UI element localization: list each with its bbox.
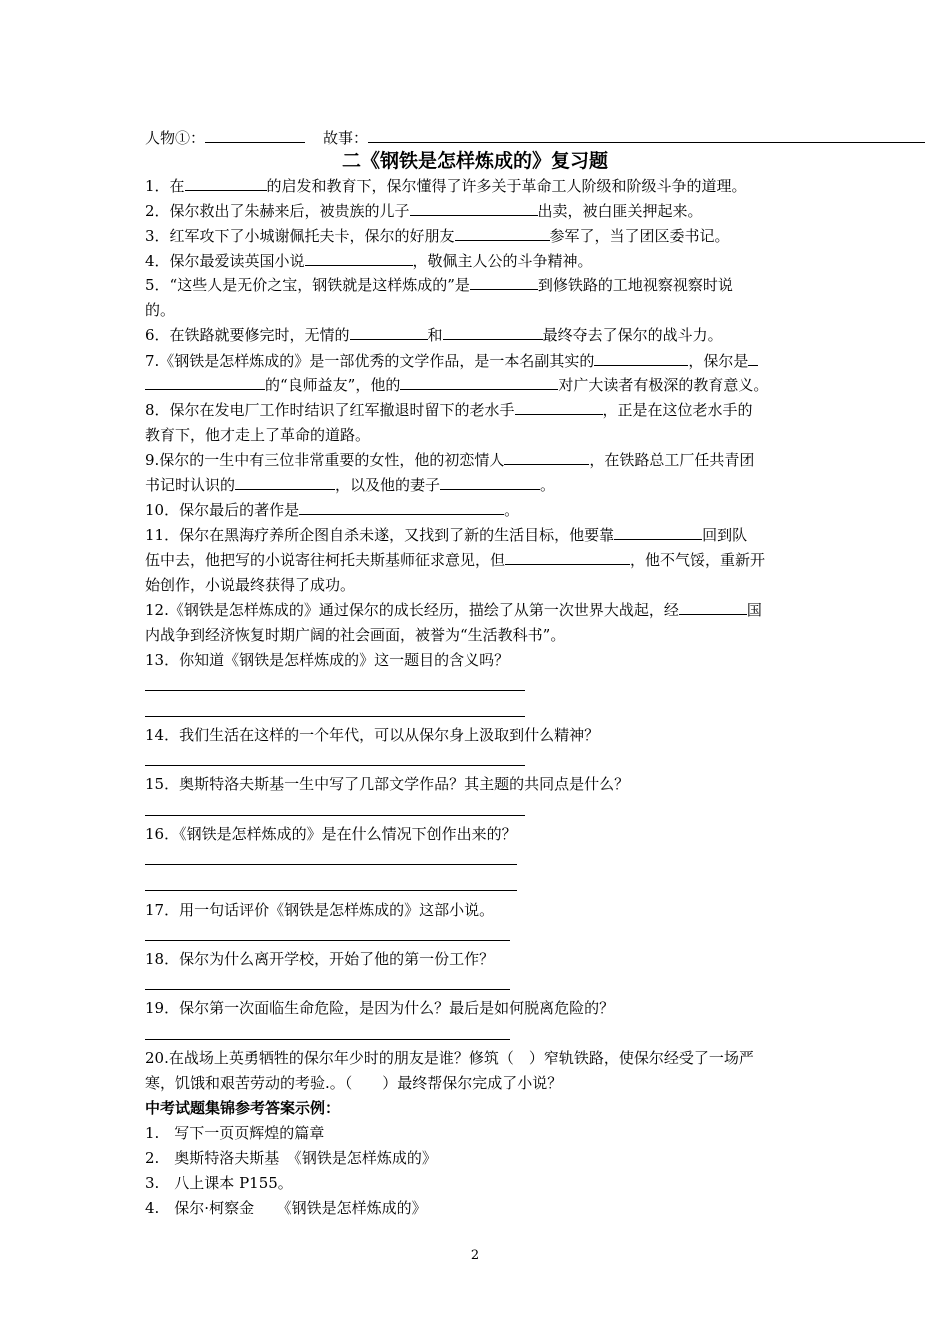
q6-text-b: 和 [427, 326, 443, 344]
question-7-cont [145, 374, 810, 396]
q6-text-c: 最终夺去了保尔的战斗力。 [542, 326, 723, 344]
question-17: 17．用一句话评价《钢铁是怎样炼成的》这部小说。 [145, 901, 495, 919]
q16-answer-line-2 [145, 890, 517, 891]
q7-blank-1 [594, 350, 688, 366]
q9-text-d: ，以及他的妻子 [335, 476, 441, 494]
q8-text-a: 8．保尔在发电厂工作时结识了红军撤退时留下的老水手 [145, 401, 515, 419]
q9-text-e: 。 [540, 476, 556, 494]
q10-text-b: 。 [504, 501, 520, 519]
q1-text-b: 的启发和教育下，保尔懂得了许多关于革命工人阶级和阶级斗争的道理。 [266, 177, 747, 195]
q9-text-b: ，在铁路总工厂任共青团 [589, 451, 755, 469]
question-11-cont2 [145, 574, 810, 596]
question-15: 15．奥斯特洛夫斯基一生中写了几部文学作品？其主题的共同点是什么？ [145, 775, 630, 793]
q9-blank-1 [504, 449, 589, 465]
q12-text-a: 12.《钢铁是怎样炼成的》通过保尔的成长经历，描绘了从第一次世界大战起，经 [145, 601, 679, 619]
question-8-cont [145, 424, 810, 446]
q1-text-a: 1．在 [145, 177, 185, 195]
question-19: 19．保尔第一次面临生命危险，是因为什么？最后是如何脱离危险的？ [145, 999, 615, 1017]
question-13: 13．你知道《钢铁是怎样炼成的》这一题目的含义吗？ [145, 651, 510, 669]
q5-text-a: 5．“这些人是无价之宝，钢铁就是这样炼成的”是 [145, 276, 470, 294]
q9-text-a: 9.保尔的一生中有三位非常重要的女性，他的初恋情人 [145, 451, 505, 469]
question-6 [145, 324, 810, 346]
q5-text-c: 的。 [145, 301, 176, 319]
answer-item-2: 2. 奥斯特洛夫斯基 《钢铁是怎样炼成的》 [145, 1149, 437, 1167]
person-label: 人物①： [145, 129, 206, 147]
q13-answer-line-2 [145, 716, 525, 717]
page-number: 2 [470, 1248, 480, 1263]
q18-answer-line [145, 989, 510, 990]
q6-text-a: 6．在铁路就要修完时，无情的 [145, 326, 350, 344]
q12-blank [679, 599, 747, 615]
q8-text-c: 教育下，他才走上了革命的道路。 [145, 426, 371, 444]
q11-text-a: 11．保尔在黑海疗养所企图自杀未遂，又找到了新的生活目标，他要靠 [145, 526, 615, 544]
q11-text-b: 回到队 [702, 526, 748, 544]
q12-text-c: 内战争到经济恢复时期广阔的社会画面，被誉为“生活教科书”。 [145, 626, 566, 644]
q1-blank [185, 175, 267, 191]
answers-heading: 中考试题集锦参考答案示例： [145, 1099, 341, 1117]
question-16: 16．《钢铁是怎样炼成的》是在什么情况下创作出来的？ [145, 825, 517, 843]
question-20: 20.在战场上英勇牺牲的保尔年少时的朋友是谁？修筑（ ）窄轨铁路，使保尔经受了一场严 [145, 1049, 754, 1067]
q7-text-b: ，保尔是 [688, 352, 749, 370]
q7-blank-2b [145, 374, 265, 390]
question-12 [145, 599, 810, 621]
q12-text-b: 国 [746, 601, 762, 619]
question-7 [145, 350, 810, 372]
q2-text-a: 2．保尔救出了朱赫来后，被贵族的儿子 [145, 202, 410, 220]
question-11-cont [145, 549, 810, 571]
q17-answer-line [145, 940, 510, 941]
question-4 [145, 250, 810, 272]
q9-blank-2 [235, 474, 335, 490]
q3-blank [455, 225, 550, 241]
question-5-cont [145, 299, 810, 321]
question-12-cont [145, 624, 810, 646]
page-title: 二《钢铁是怎样炼成的》复习题 [341, 150, 608, 172]
q8-text-b: ，正是在这位老水手的 [602, 401, 753, 419]
person-blank [205, 127, 305, 143]
question-14: 14．我们生活在这样的一个年代，可以从保尔身上汲取到什么精神？ [145, 726, 600, 744]
q10-blank [299, 499, 504, 515]
q7-blank-2a [748, 350, 758, 366]
q10-text-a: 10．保尔最后的著作是 [145, 501, 300, 519]
q6-blank-2 [443, 324, 543, 340]
q5-blank [470, 274, 538, 290]
question-11 [145, 524, 810, 546]
q11-text-d: ，他不气馁，重新开 [630, 551, 766, 569]
q3-text-a: 3．红军攻下了小城谢佩托夫卡，保尔的好朋友 [145, 227, 455, 245]
question-9 [145, 449, 810, 471]
q14-answer-line [145, 765, 525, 766]
q9-text-c: 书记时认识的 [145, 476, 236, 494]
q11-text-c: 伍中去，他把写的小说寄往柯托夫斯基师征求意见，但 [145, 551, 506, 569]
q11-blank-2 [505, 549, 630, 565]
q11-blank-1 [614, 524, 702, 540]
answer-item-1: 1. 写下一页页辉煌的篇章 [145, 1124, 325, 1142]
answer-item-4: 4. 保尔·柯察金 《钢铁是怎样炼成的》 [145, 1199, 427, 1217]
question-8 [145, 399, 810, 421]
header-line [145, 127, 925, 149]
q4-text-a: 4．保尔最爱读英国小说 [145, 252, 305, 270]
q7-text-d: 对广大读者有极深的教育意义。 [558, 376, 769, 394]
question-10 [145, 499, 810, 521]
q11-text-e: 始创作，小说最终获得了成功。 [145, 576, 356, 594]
q5-text-b: 到修铁路的工地视察视察时说 [537, 276, 733, 294]
q2-text-b: 出卖，被白匪关押起来。 [537, 202, 703, 220]
q19-answer-line [145, 1039, 510, 1040]
question-18: 18．保尔为什么离开学校，开始了他的第一份工作？ [145, 950, 495, 968]
question-5 [145, 274, 810, 296]
q7-text-a: 7.《钢铁是怎样炼成的》是一部优秀的文学作品，是一本名副其实的 [145, 352, 595, 370]
story-blank [368, 127, 925, 143]
question-1 [145, 175, 810, 197]
q15-answer-line [145, 815, 525, 816]
q7-blank-3 [400, 374, 558, 390]
q6-blank-1 [350, 324, 428, 340]
q9-blank-3 [440, 474, 540, 490]
q7-text-c: 的“良师益友”，他的 [265, 376, 401, 394]
q3-text-b: 参军了，当了团区委书记。 [549, 227, 730, 245]
q16-answer-line-1 [145, 864, 517, 865]
story-label: 故事： [323, 129, 369, 147]
q13-answer-line-1 [145, 690, 525, 691]
question-3 [145, 225, 810, 247]
q4-text-b: ，敬佩主人公的斗争精神。 [412, 252, 593, 270]
question-9-cont [145, 474, 810, 496]
question-20-cont: 寒，饥饿和艰苦劳动的考验.。（ ）最终帮保尔完成了小说？ [145, 1074, 563, 1092]
answer-item-3: 3. 八上课本 P155。 [145, 1174, 293, 1192]
q2-blank [410, 200, 538, 216]
q4-blank [305, 250, 413, 266]
q8-blank [515, 399, 603, 415]
question-2 [145, 200, 810, 222]
